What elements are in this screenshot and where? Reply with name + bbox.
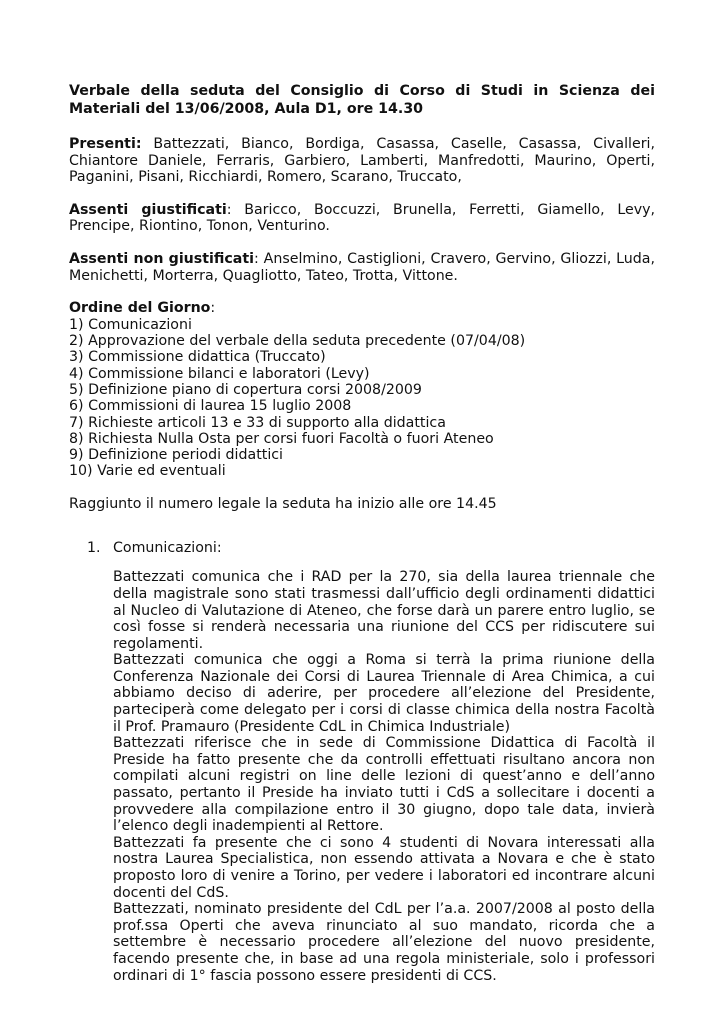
comunicazione-paragraph: Battezzati comunica che oggi a Roma si terrà la prima riunione della Conferenza Nazionale dei Corsi di Laurea Triennale di Area Chimica, a cui abbiamo deciso di aderire, per procedere all’elezione del Presidente, parteciperà come delegato per i corsi di classe chimica della nostra Facoltà il Prof. Pramauro (Presidente CdL in Chimica Industriale) — [113, 652, 655, 735]
assenti-non-giustificati-label: Assenti non giustificati — [69, 250, 255, 267]
comunicazione-paragraph: Battezzati comunica che i RAD per la 270, sia della laurea triennale che della magistrale sono stati trasmessi dall’ufficio degli ordinamenti didattici al Nucleo di Valutazione di Ateneo, che forse darà un parere entro luglio, se così fosse si renderà necessaria una riunione del CCS per ridiscutere sui regolamenti. — [113, 569, 655, 652]
presenti-label: Presenti: — [69, 136, 142, 152]
agenda-item: 2) Approvazione del verbale della seduta precedente (07/04/08) — [69, 333, 526, 350]
comunicazione-paragraph: Battezzati, nominato presidente del CdL per l’a.a. 2007/2008 al posto della prof.ssa Operti che aveva rinunciato al suo mandato, ricorda che a settembre è necessario procedere all’elezione del nuovo presidente, facendo presente che, in base ad una regola ministeriale, solo i professori ordinari di 1° fascia possono essere presidenti di CCS. — [113, 901, 655, 984]
assenti-giustificati-names: : Baricco, Boccuzzi, Brunella, Ferretti, Giamello, Levy, Prencipe, Riontino, Tonon, Venturino. — [69, 201, 656, 235]
ordine-del-giorno-heading — [69, 300, 655, 317]
agenda-item: 9) Definizione periodi didattici — [69, 447, 283, 464]
agenda-item: 10) Varie ed eventuali — [69, 463, 226, 480]
agenda-item: 7) Richieste articoli 13 e 33 di supporto alla didattica — [69, 414, 446, 431]
presenti-paragraph — [69, 136, 655, 186]
agenda-item: 3) Commissione didattica (Truccato) — [69, 349, 326, 366]
assenti-non-giustificati-paragraph — [69, 251, 655, 284]
ordine-del-giorno-colon: : — [210, 300, 216, 317]
comunicazioni-heading — [87, 540, 655, 557]
agenda-item: 6) Commissioni di laurea 15 luglio 2008 — [69, 398, 352, 415]
document-page — [69, 82, 655, 984]
comunicazioni-body — [113, 569, 655, 984]
quorum-statement: Raggiunto il numero legale la seduta ha inizio alle ore 14.45 — [69, 495, 497, 512]
document-title: Verbale della seduta del Consiglio di Corso di Studi in Scienza dei Materiali del 13/06/2008, Aula D1, ore 14.30 — [69, 83, 655, 117]
assenti-giustificati-label: Assenti giustificati — [69, 201, 227, 218]
assenti-non-giustificati-names: : Anselmino, Castiglioni, Cravero, Gervino, Gliozzi, Luda, Menichetti, Morterra, Quagliotto, Tateo, Trotta, Vittone. — [69, 250, 656, 284]
comunicazione-paragraph: Battezzati riferisce che in sede di Commissione Didattica di Facoltà il Preside ha fatto presente che da controlli effettuati risultano ancora non compilati alcuni registri on line delle lezioni di quest’anno e dell’anno passato, pertanto il Preside ha inviato tutti i CdS a sollecitare i docenti a provvedere alla compilazione entro il 30 giugno, dopo tale data, invierà l’elenco degli inadempienti al Rettore. — [113, 735, 655, 835]
ordine-del-giorno-list — [69, 317, 655, 480]
agenda-item: 5) Definizione piano di copertura corsi 2008/2009 — [69, 381, 422, 398]
section-title: Comunicazioni: — [113, 540, 222, 557]
ordine-del-giorno-label: Ordine del Giorno — [69, 300, 211, 317]
agenda-item: 1) Comunicazioni — [69, 316, 192, 333]
agenda-item: 4) Commissione bilanci e laboratori (Levy) — [69, 365, 370, 382]
section-number: 1. — [87, 540, 101, 557]
presenti-names: Battezzati, Bianco, Bordiga, Casassa, Caselle, Casassa, Civalleri, Chiantore Daniele, Ferraris, Garbiero, Lamberti, Manfredotti, Maurino, Operti, Paganini, Pisani, Ricchiardi, Romero, Scarano, Truccato, — [69, 136, 655, 186]
agenda-item: 8) Richiesta Nulla Osta per corsi fuori Facoltà o fuori Ateneo — [69, 430, 494, 447]
assenti-giustificati-paragraph — [69, 202, 655, 235]
comunicazione-paragraph: Battezzati fa presente che ci sono 4 studenti di Novara interessati alla nostra Laurea Specialistica, non essendo attivata a Novara e che è stato proposto loro di venire a Torino, per vedere i laboratori ed incontrare alcuni docenti del CdS. — [113, 834, 655, 901]
